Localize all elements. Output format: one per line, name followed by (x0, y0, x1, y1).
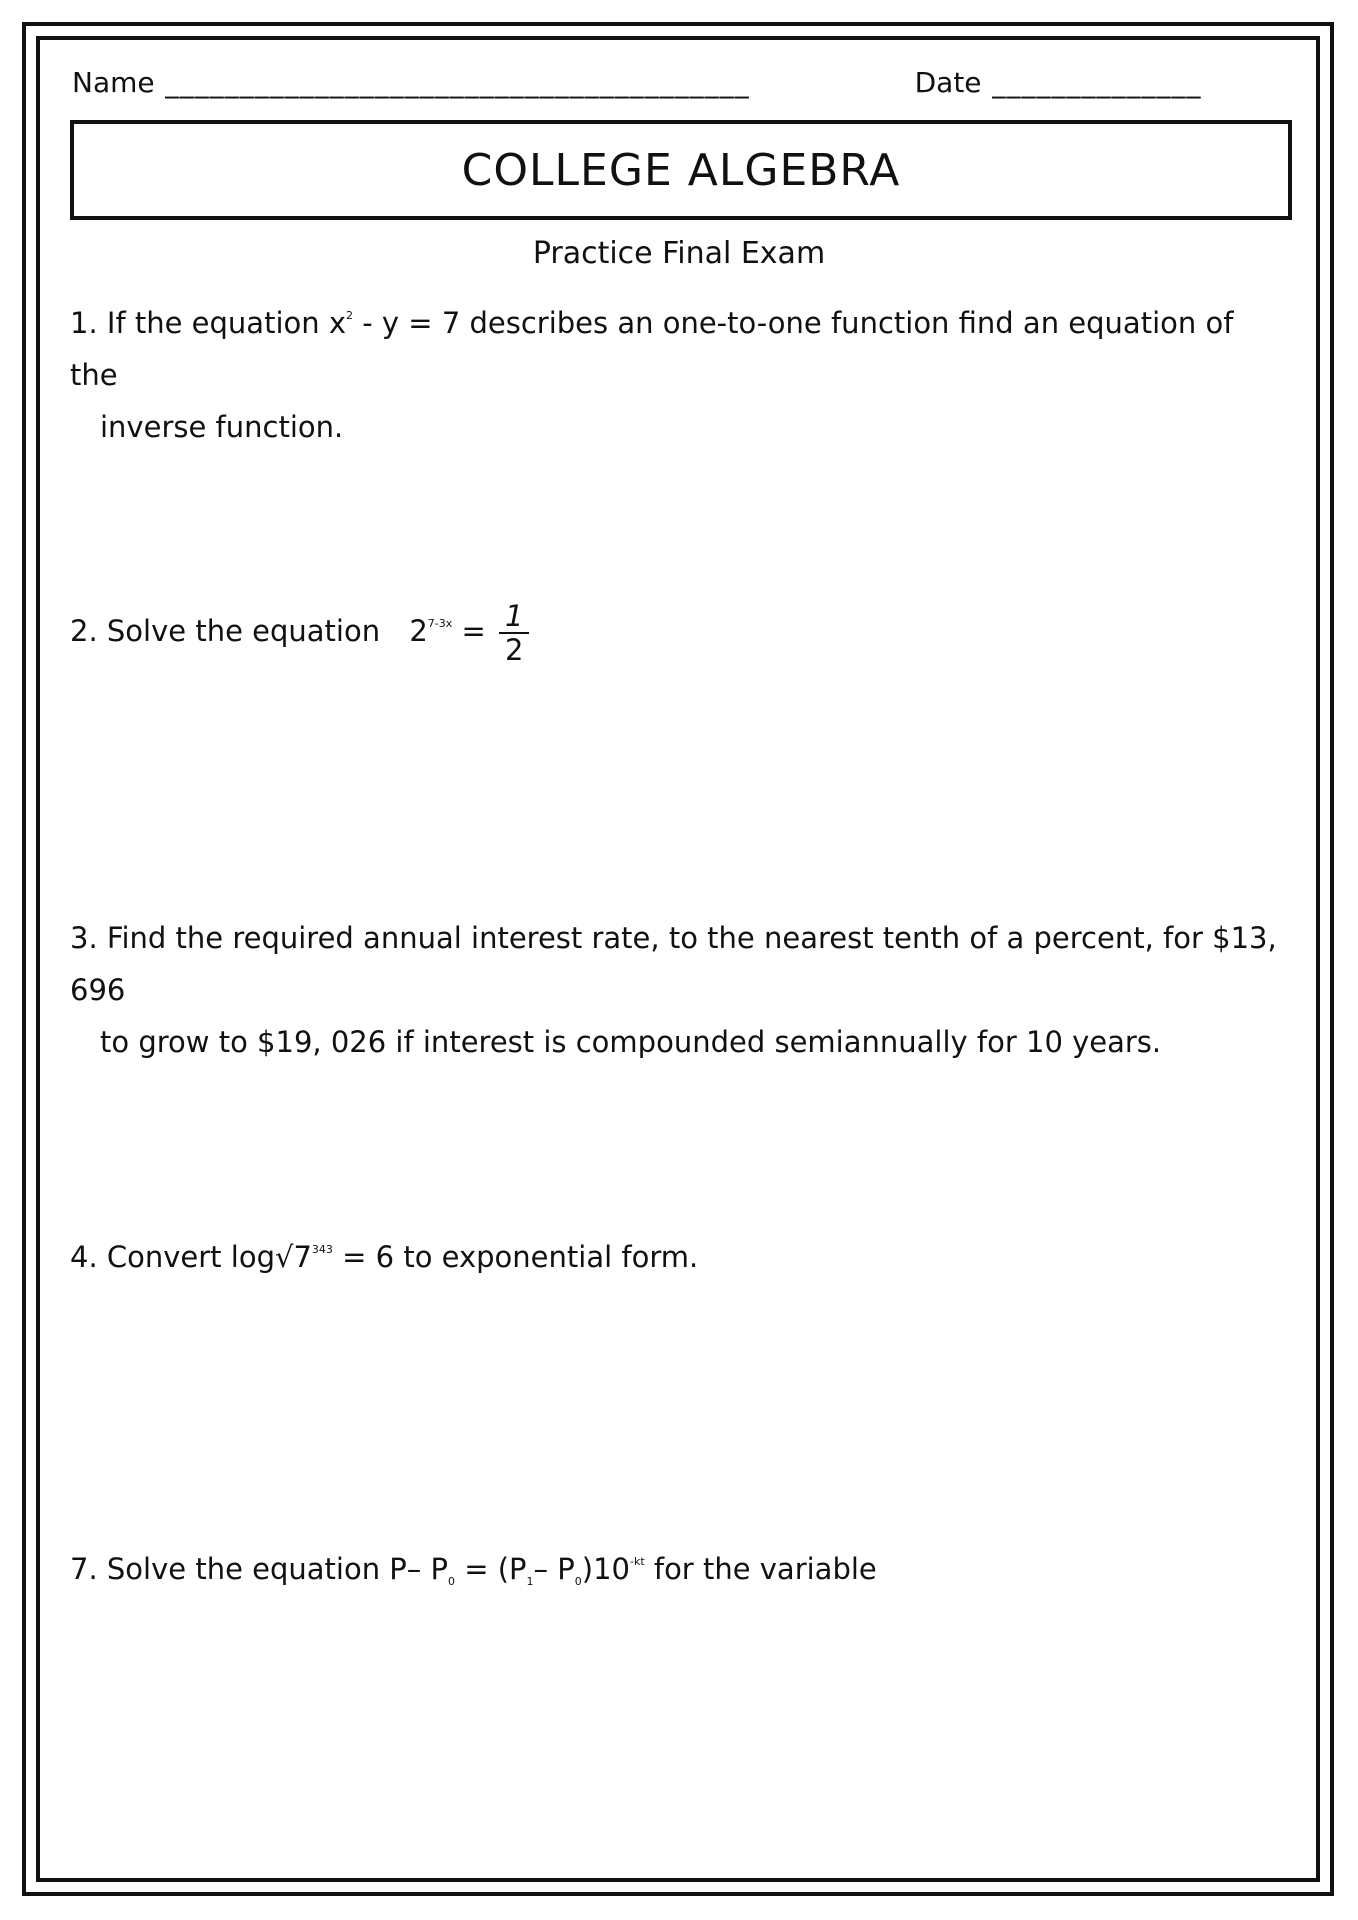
question-3 (70, 912, 1290, 1068)
page-subtitle: Practice Final Exam (532, 236, 826, 271)
q2-numerator: 1 (499, 600, 529, 634)
q7-text-e: for the variable (644, 1552, 877, 1586)
q2-exponent: 7-3x (427, 617, 453, 630)
q2-label: 2. Solve the equation (70, 614, 381, 648)
page-title: COLLEGE ALGEBRA (461, 144, 901, 196)
q2-denominator: 2 (505, 633, 524, 667)
q1-text-b: - y = 7 describes an one-to-one function find an equation of the (70, 306, 1234, 392)
q7-text-b: = (P (455, 1552, 527, 1586)
name-field-line[interactable]: _______________________________________ (164, 66, 750, 99)
q4-text-a: 4. Convert log√7 (70, 1240, 312, 1274)
name-label: Name (72, 66, 155, 99)
q2-base: 2 (409, 614, 428, 648)
q7-text-d: )10 (581, 1552, 630, 1586)
q7-subscript-2: 1 (526, 1575, 534, 1588)
q7-subscript-3: 0 (574, 1575, 582, 1588)
title-box (70, 120, 1292, 220)
q2-equals: = (461, 614, 486, 648)
q7-subscript-1: 0 (448, 1575, 455, 1588)
q1-text-a: 1. If the equation x (70, 306, 347, 340)
q1-text-line2: inverse function. (100, 410, 344, 444)
question-7 (70, 1536, 1290, 1608)
q3-text-line1: 3. Find the required annual interest rate, to the nearest tenth of a percent, for $13, 696 (70, 921, 1277, 1007)
date-field-line[interactable]: ______________ (991, 66, 1202, 99)
q7-text-a: 7. Solve the equation P– P (70, 1552, 448, 1586)
date-label: Date (914, 66, 982, 99)
question-2 (70, 598, 1290, 666)
q4-text-b: = 6 to exponential form. (332, 1240, 699, 1274)
question-4 (70, 1224, 1290, 1283)
q7-exponent: -kt (629, 1555, 645, 1568)
header-line (72, 66, 1288, 106)
q7-text-c: – P (533, 1552, 575, 1586)
q1-exponent: 2 (346, 309, 354, 322)
question-1 (70, 290, 1290, 453)
q4-exponent: 343 (311, 1243, 333, 1256)
q2-fraction (499, 600, 529, 666)
q3-text-line2: to grow to $19, 026 if interest is compounded semiannually for 10 years. (100, 1025, 1162, 1059)
